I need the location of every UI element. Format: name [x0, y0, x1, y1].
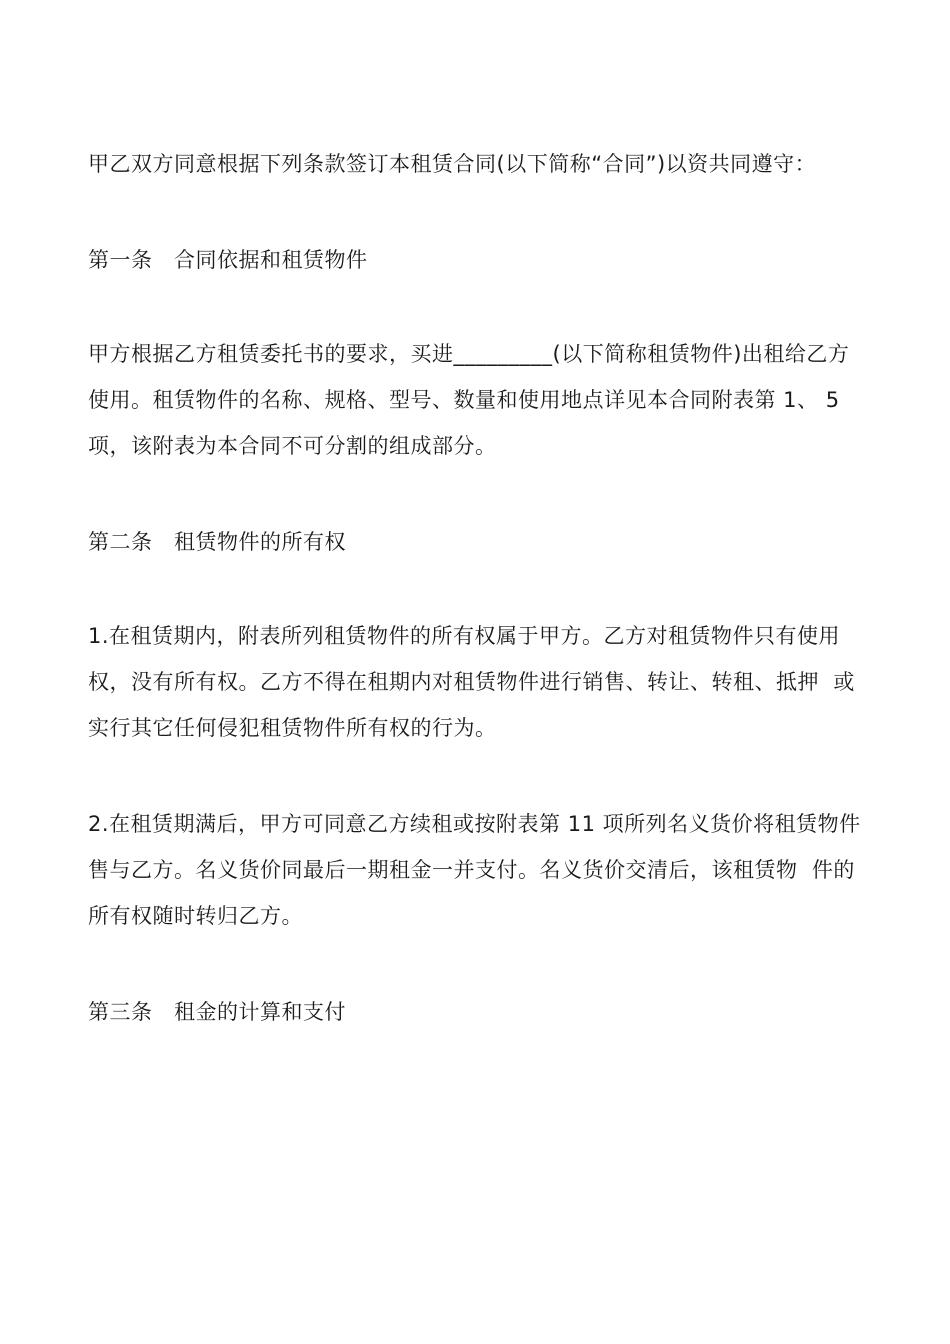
article-3-heading: 第三条 租金的计算和支付	[88, 1000, 346, 1024]
document-body	[88, 141, 868, 1035]
article-1-body: 甲方根据乙方租赁委托书的要求，买进_________(以下简称租赁物件)出租给乙方使用。租赁物件的名称、规格、型号、数量和使用地点详见本合同附表第 1、 5 项，该附表为本合同不可分割的组成部分。	[88, 342, 850, 458]
article-2-heading: 第二条 租赁物件的所有权	[88, 530, 346, 554]
intro-paragraph: 甲乙双方同意根据下列条款签订本租赁合同(以下简称“合同”)以资共同遵守：	[88, 152, 817, 176]
article-2-clause-1: 1.在租赁期内，附表所列租赁物件的所有权属于甲方。乙方对租赁物件只有使用权，没有所有权。乙方不得在租期内对租赁物件进行销售、转让、转租、抵押 或实行其它任何侵犯租赁物件所有权的行为。	[88, 624, 855, 740]
article-1-heading: 第一条 合同依据和租赁物件	[88, 248, 368, 272]
article-2-clause-2: 2.在租赁期满后，甲方可同意乙方续租或按附表第 11 项所列名义货价将租赁物件售与乙方。名义货价同最后一期租金一并支付。名义货价交清后，该租赁物 件的所有权随时转归乙方。	[88, 812, 861, 928]
